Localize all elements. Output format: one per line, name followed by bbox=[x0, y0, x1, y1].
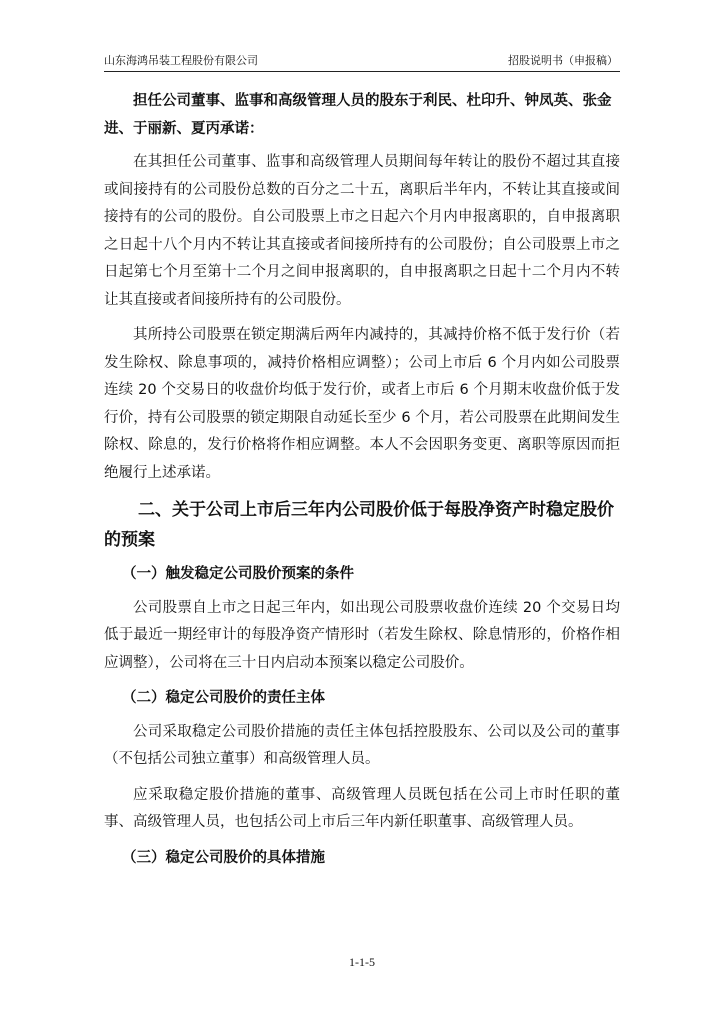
subsection-2-heading: （二）稳定公司股价的责任主体 bbox=[122, 690, 325, 706]
subsection-2-paragraph-2: 应采取稳定股价措施的董事、高级管理人员既包括在公司上市时任职的董事、高级管理人员，也包括公司上市后三年内新任职董事、高级管理人员。 bbox=[104, 786, 620, 830]
section-2-heading: 二、关于公司上市后三年内公司股价低于每股净资产时稳定股价的预案 bbox=[104, 500, 614, 550]
page-number: 1-1-5 bbox=[349, 955, 375, 969]
document-body bbox=[104, 88, 620, 878]
header-company-name: 山东海鸿吊装工程股份有限公司 bbox=[104, 54, 258, 67]
subsection-1-paragraph: 公司股票自上市之日起三年内，如出现公司股票收盘价连续 20 个交易日均低于最近一期经审计的每股净资产情形时（若发生除权、除息情形的，价格作相应调整），公司将在三十日内启动本预案以稳定公司股价。 bbox=[104, 599, 620, 671]
subsection-3-heading: （三）稳定公司股价的具体措施 bbox=[122, 849, 325, 866]
shareholder-commitment-heading: 担任公司董事、监事和高级管理人员的股东于利民、杜印升、钟凤英、张金进、于丽新、夏丙承诺： bbox=[104, 93, 612, 137]
subsection-1-heading: （一）触发稳定公司股价预案的条件 bbox=[122, 566, 354, 582]
header-divider bbox=[104, 71, 620, 72]
subsection-2-paragraph-1: 公司采取稳定公司股价措施的责任主体包括控股股东、公司以及公司的董事（不包括公司独立董事）和高级管理人员。 bbox=[104, 723, 620, 767]
commitment-paragraph-2: 其所持公司股票在锁定期满后两年内减持的，其减持价格不低于发行价（若发生除权、除息事项的，减持价格相应调整）；公司上市后 6 个月内如公司股票连续 20 个交易日的收盘价均低于发行价，或者上市后 6 个月期末收盘价低于发行价，持有公司股票的锁定期限自动延长至少 6 个月，若公司股票在此期间发生除权、除息的，发行价格将作相应调整。本人不会因职务变更、离职等原因而拒绝履行上述承诺。 bbox=[104, 327, 620, 481]
page-header bbox=[104, 50, 620, 72]
header-document-title: 招股说明书（申报稿） bbox=[508, 54, 618, 67]
commitment-paragraph-1: 在其担任公司董事、监事和高级管理人员期间每年转让的股份不超过其直接或间接持有的公司股份总数的百分之二十五，离职后半年内，不转让其直接或间接持有的公司的股份。自公司股票上市之日起六个月内申报离职的，自申报离职之日起十八个月内不转让其直接或者间接所持有的公司股份；自公司股票上市之日起第七个月至第十二个月之间申报离职的，自申报离职之日起十二个月内不转让其直接或者间接所持有的公司股份。 bbox=[104, 154, 620, 308]
